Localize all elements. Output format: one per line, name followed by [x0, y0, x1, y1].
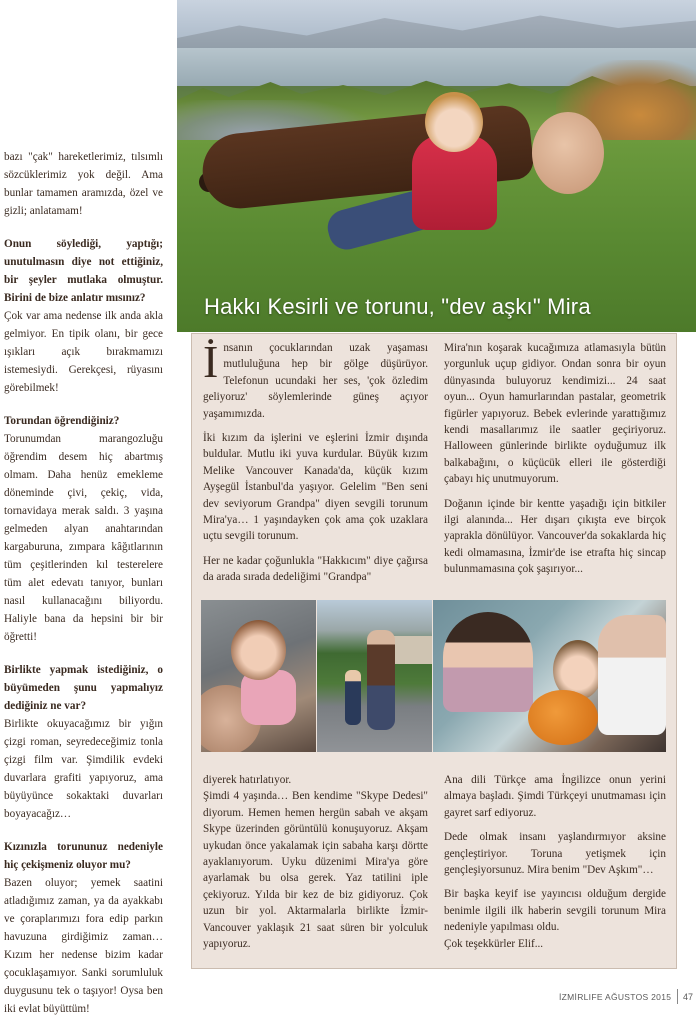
interview-answer: Birlikte okuyacağımız bir yığın çizgi roman, seyredeceğimiz tonla çizgi film var. Şimdilik evdeki duvarlara grafiti yapıyoruz, ama büyüyünce sokaktaki duvarları boyayacağız… [4, 718, 163, 820]
photo-caption: Hakkı Kesirli ve torunu, "dev aşkı" Mira [204, 294, 591, 319]
interview-block [4, 412, 163, 646]
article-column-1 [203, 336, 428, 594]
interview-block [4, 838, 163, 1018]
interview-answer: Torunumdan marangozluğu öğrendim desem hiç abartmış olmam. Daha henüz emekleme döneminde çivi, çekiç, vida, tornavidaya merak saldı. 3 yaşına gelmeden alyan anahtarından kargaburuna, zımpara kâğıtlarının tüm çeşitlerinden kıl testerelere tüm alet edevatı tanıyor, bunları nasıl kullanacağını biliyordu. Haliyle bana da hepsini bir bir öğretti! [4, 433, 163, 643]
photo-figure [345, 670, 361, 725]
page-number: 47 [683, 992, 694, 1002]
photo-park-walk [317, 600, 432, 752]
interview-question: Onun söylediği, yaptığı; unutulmasın diye not ettiğiniz, bir şeyler mutlaka olmuştur. Birini de bize anlatır mısınız? [4, 238, 163, 304]
article-paragraph: diyerek hatırlatıyor. [203, 774, 292, 786]
article-paragraph: Çok teşekkürler Elif... [444, 937, 544, 950]
article-paragraph: Bir başka keyif ise yayıncısı olduğum dergide benimle ilgili ilk haberin sevgili torunum Mira nedeniyle yapılması oldu. [444, 888, 666, 934]
drop-cap: İ [203, 336, 219, 387]
photo-figure [231, 620, 286, 680]
article-paragraph: Mira'nın koşarak kucağımıza atlamasıyla bütün yorgunluk uçup gidiyor. Ondan sonra bir oyun dünyasında buluyoruz kendimizi... 24 saat oyun... Oyun hamurlarından pastalar, geometrik figürler yapıyoruz. Bebek evlerinde yarattığımız kendi masallarımız ile saatler geçiriyoruz. Halloween günlerinde birlikte oyduğumuz ilk balkabağını, o küçücük elleri ile gösterdiği çabayı hiç unutmuyorum. [444, 342, 666, 486]
hero-photo [177, 0, 696, 332]
article-column-2 [444, 340, 666, 586]
interview-question: Kızınızla torununuz nedeniyle hiç çekişmeniz oluyor mu? [4, 841, 163, 871]
footer-divider [677, 989, 678, 1004]
photo-grandfather-head [532, 112, 604, 194]
article-paragraph: İki kızım da işlerini ve eşlerini İzmir dışında buldular. Mutlu iki yuva kurdular. Büyük kızım Melike Vancouver Kanada'da, küçük kızım Ayşegül İstanbul'da yaşıyor. Gelelim "Ben seni dev seviyorum Grandpa" diyen sevgili torunum Mira'ya… 1 yaşındayken çok ama çok uzaklara uçtu sevgili torunum. [203, 432, 428, 543]
article-paragraph: Ana dili Türkçe ama İngilizce onun yerini almaya başladı. Şimdi Türkçeyi unutmaması için gayret sarf ediyoruz. [444, 774, 666, 819]
article-column-3 [203, 772, 428, 960]
photo-house [392, 636, 432, 664]
photo-figure [443, 612, 533, 712]
article-paragraph: Her ne kadar çoğunlukla "Hakkıcım" diye çağırsa da arada sırada dedeliğimi "Grandpa" [203, 554, 428, 584]
photo-figure [598, 615, 666, 735]
interview-column [4, 148, 163, 1033]
interview-question: Torundan öğrendiğiniz? [4, 415, 120, 427]
article-paragraph: Dede olmak insanı yaşlandırmıyor aksine gençleştiriyor. Toruna yetişmek için gençleşiyorsunuz. Mira benim "Dev Aşkım"… [444, 831, 666, 877]
photo-grandfather-baby [201, 600, 316, 752]
article-column-4 [444, 772, 666, 960]
article-text: nsanın çocuklarından uzak yaşaması mutluluğuna hep bir gölge düşürüyor. Telefonun ucundaki her ses, 'çok özledim geliyoruz' söylemlerinde güneş açıyor yaşamımızda. [203, 342, 428, 420]
photo-pumpkin-carving [433, 600, 666, 752]
article-paragraph [203, 336, 428, 422]
interview-block [4, 661, 163, 823]
photo-pumpkin [528, 690, 598, 745]
photo-figure [367, 630, 395, 730]
interview-question: Birlikte yapmak istediğiniz, o büyümeden şunu yapmalıyız dediğiniz ne var? [4, 664, 163, 712]
interview-block [4, 235, 163, 397]
photo-girl-head [425, 92, 483, 152]
article-paragraph: Şimdi 4 yaşında… Ben kendime "Skype Dedesi" diyorum. Hemen hemen hergün sabah ve akşam Skype üzerinden görüntülü konuşuyoruz. Akşam uykudan önce yakalamak için sabaha karşı dörtte ayaklanıyorum. Uyku düzenimi Mira'ya göre ayarlamak bu olsa gerek. Yaz tatilini iple çekiyoruz. Yılda bir kez de biz gidiyoruz. Çok uzun bir yol. Aktarmalarla birlikte İzmir-Vancouver yaklaşık 21 saat süren bir yolculuk yapıyoruz. [203, 790, 428, 951]
interview-answer: bazı "çak" hareketlerimiz, tılsımlı sözcüklerimiz yok değil. Ama bunlar tamamen aramızda, özel ve gizli; anlatamam! [4, 151, 163, 217]
footer-magazine: İZMİRLIFE AĞUSTOS 2015 [559, 992, 672, 1002]
article-paragraph: Doğanın içinde bir kentte yaşadığı için bitkiler ilgi alanında... Her dışarı çıkışta eve birçok yaprakla dönülüyor. Vancouver'da sokaklarda hiç kedi olmamasına, İzmir'de ise etrafta hiç sincap bulunmamasına çok şaşırıyor... [444, 497, 666, 576]
interview-answer: Bazen oluyor; yemek saatini atladığımız zaman, ya da ayakkabı ve çoraplarımızı fora edip parkın havuzuna girdiğimiz zaman… Kızım her nedense bizim kadar çocuklaşamıyor. Sanki sorumluluk duygusunu tek o taşıyor! Oysa ben iki evlat büyüttüm! [4, 877, 163, 1015]
interview-answer: Çok var ama nedense ilk anda akla gelmiyor. En tipik olanı, bir gece ışıkları açık bırakmamızı istemesiydi. Gerekçesi, rüyasını görebilmek! [4, 310, 163, 394]
